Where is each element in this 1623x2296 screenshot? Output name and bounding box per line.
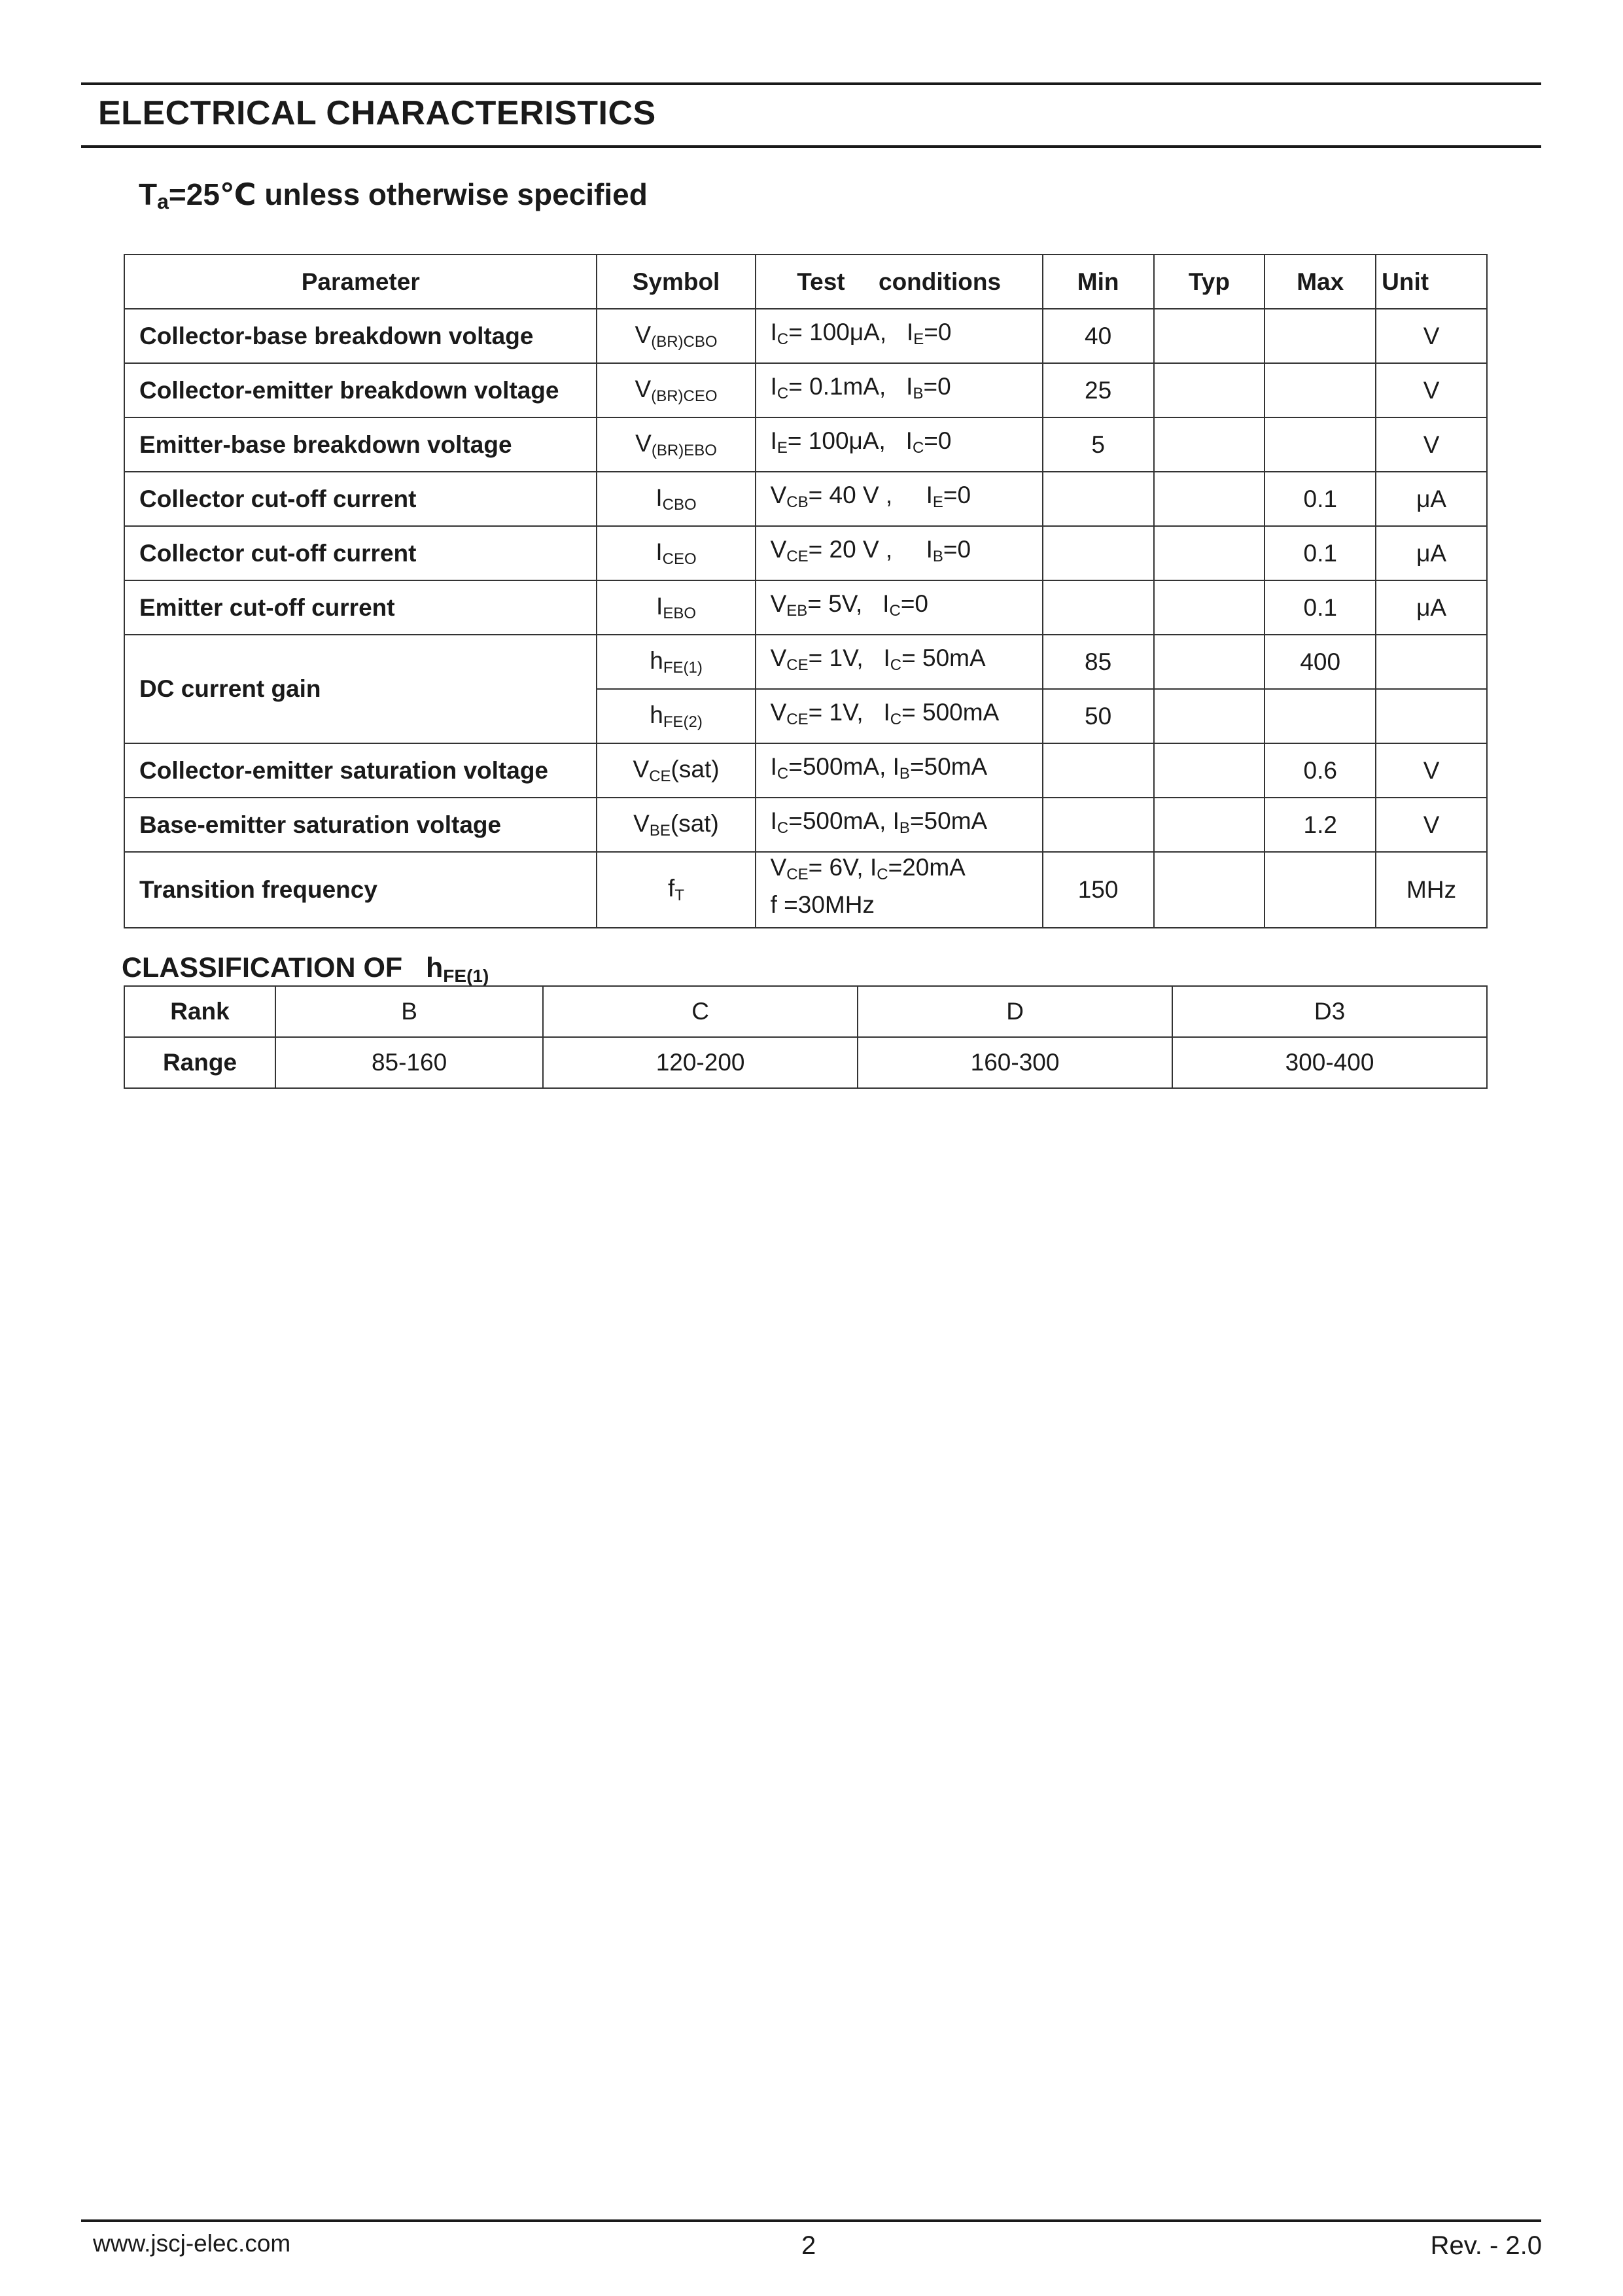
condition-sub: CE <box>786 548 809 565</box>
max-cell: 1.2 <box>1265 798 1376 852</box>
condition-text: =0 <box>943 482 971 508</box>
max-cell <box>1265 363 1376 417</box>
condition-sub: C <box>777 330 789 348</box>
table-body <box>124 309 1487 928</box>
range-cell: 85-160 <box>275 1037 543 1088</box>
parameter-cell: Emitter-base breakdown voltage <box>124 417 597 472</box>
table-row <box>124 309 1487 363</box>
electrical-characteristics-table <box>124 254 1488 928</box>
conditions-cell <box>756 309 1043 363</box>
symbol-cell <box>597 526 755 580</box>
condition-line <box>771 643 1042 680</box>
range-cell: 120-200 <box>543 1037 858 1088</box>
condition-line <box>771 589 1042 626</box>
condition-sub: CE <box>786 656 809 674</box>
max-cell <box>1265 417 1376 472</box>
symbol-main: V <box>635 321 652 348</box>
symbol-main: I <box>655 484 663 511</box>
parameter-cell: DC current gain <box>124 635 597 743</box>
unit-cell: μA <box>1376 472 1487 526</box>
symbol-sub: CEO <box>662 550 697 568</box>
condition-text: =50mA <box>909 807 988 834</box>
rank-cell: B <box>275 986 543 1037</box>
unit-cell: μA <box>1376 580 1487 635</box>
condition-line <box>771 890 1042 927</box>
condition-text: = 100μA, I <box>788 319 914 345</box>
condition-text: V <box>770 536 787 563</box>
unit-cell <box>1376 635 1487 689</box>
max-cell <box>1265 852 1376 928</box>
condition-sub: C <box>877 866 888 883</box>
condition-sub: C <box>912 439 924 457</box>
max-cell: 0.1 <box>1265 580 1376 635</box>
symbol-sub: EBO <box>663 604 697 622</box>
header-test-conditions: Test conditions <box>756 255 1043 309</box>
condition-text: = 500mA <box>901 699 1000 726</box>
condition-line <box>771 853 1042 890</box>
conditions-cell <box>756 743 1043 798</box>
condition-sub: C <box>777 765 789 783</box>
header-typ: Typ <box>1154 255 1265 309</box>
parameter-cell: Collector-base breakdown voltage <box>124 309 597 363</box>
condition-text: =0 <box>923 373 951 400</box>
parameter-cell: Collector-emitter breakdown voltage <box>124 363 597 417</box>
table-row <box>124 798 1487 852</box>
classification-title <box>122 952 489 987</box>
condition-text: = 1V, I <box>808 699 890 726</box>
condition-line <box>771 698 1042 735</box>
symbol-cell <box>597 852 755 928</box>
condition-rest: =25℃ unless otherwise specified <box>168 177 648 211</box>
max-cell <box>1265 689 1376 743</box>
unit-cell: V <box>1376 417 1487 472</box>
table-row <box>124 635 1487 689</box>
symbol-sub: BE <box>649 821 671 839</box>
symbol-sub: (BR)CEO <box>651 387 718 405</box>
condition-sub: C <box>777 819 789 837</box>
symbol-main: V <box>633 755 650 783</box>
conditions-cell <box>756 689 1043 743</box>
max-cell: 0.1 <box>1265 472 1376 526</box>
condition-text: =0 <box>943 536 971 563</box>
condition-text: =500mA, I <box>788 807 899 834</box>
conditions-cell <box>756 580 1043 635</box>
typ-cell <box>1154 580 1265 635</box>
classification-title-sub: FE(1) <box>443 966 489 986</box>
min-cell <box>1043 743 1154 798</box>
symbol-sub: FE(1) <box>663 658 703 677</box>
table-row <box>124 852 1487 928</box>
unit-cell: V <box>1376 363 1487 417</box>
condition-sub: E <box>913 330 924 348</box>
typ-cell <box>1154 363 1265 417</box>
condition-text: = 40 V , I <box>808 482 933 508</box>
unit-cell <box>1376 689 1487 743</box>
min-cell <box>1043 472 1154 526</box>
typ-cell <box>1154 526 1265 580</box>
table-row <box>124 417 1487 472</box>
condition-text: V <box>770 590 787 617</box>
max-cell <box>1265 309 1376 363</box>
symbol-main: h <box>650 646 663 674</box>
condition-sub: C <box>889 602 901 620</box>
min-cell: 150 <box>1043 852 1154 928</box>
condition-line <box>771 480 1042 518</box>
condition-line <box>771 752 1042 789</box>
header-symbol: Symbol <box>597 255 755 309</box>
range-cell: 160-300 <box>858 1037 1172 1088</box>
unit-cell: V <box>1376 743 1487 798</box>
classification-table <box>124 985 1488 1089</box>
condition-sub: C <box>890 711 902 728</box>
condition-text: =20mA <box>888 854 966 881</box>
conditions-cell <box>756 472 1043 526</box>
condition-text: =500mA, I <box>788 753 899 780</box>
symbol-suffix: (sat) <box>671 755 720 783</box>
typ-cell <box>1154 472 1265 526</box>
symbol-cell <box>597 417 755 472</box>
symbol-cell <box>597 798 755 852</box>
symbol-cell <box>597 689 755 743</box>
symbol-cell <box>597 472 755 526</box>
temperature-condition <box>139 177 648 214</box>
typ-cell <box>1154 743 1265 798</box>
symbol-cell <box>597 743 755 798</box>
symbol-sub: CBO <box>662 495 697 514</box>
rank-cell: C <box>543 986 858 1037</box>
condition-text: = 5V, I <box>807 590 890 617</box>
condition-line <box>771 372 1042 409</box>
page-number: 2 <box>801 2231 816 2260</box>
condition-text: V <box>770 699 787 726</box>
unit-cell: MHz <box>1376 852 1487 928</box>
min-cell <box>1043 798 1154 852</box>
conditions-cell <box>756 798 1043 852</box>
rank-label: Rank <box>124 986 275 1037</box>
parameter-cell: Collector cut-off current <box>124 472 597 526</box>
condition-text: = 20 V , I <box>808 536 933 563</box>
conditions-cell <box>756 363 1043 417</box>
table-row <box>124 580 1487 635</box>
min-cell: 40 <box>1043 309 1154 363</box>
condition-line <box>771 317 1042 355</box>
condition-text: =50mA <box>909 753 988 780</box>
condition-text: V <box>770 645 787 671</box>
table-row <box>124 363 1487 417</box>
condition-t: T <box>139 177 158 211</box>
symbol-main: V <box>635 375 652 402</box>
symbol-sub: (BR)CBO <box>651 332 718 351</box>
condition-line <box>771 806 1042 843</box>
classification-title-text: CLASSIFICATION OF h <box>122 952 444 983</box>
title-underline <box>81 145 1541 148</box>
max-cell: 0.6 <box>1265 743 1376 798</box>
conditions-cell <box>756 852 1043 928</box>
footer-url[interactable]: www.jscj-elec.com <box>93 2230 291 2257</box>
symbol-sub: CE <box>649 767 671 785</box>
typ-cell <box>1154 852 1265 928</box>
unit-cell: μA <box>1376 526 1487 580</box>
symbol-main: I <box>656 592 663 620</box>
condition-sub: CE <box>786 866 809 883</box>
symbol-main: V <box>633 809 650 837</box>
condition-sub: C <box>777 385 789 402</box>
condition-text: V <box>770 482 787 508</box>
range-row <box>124 1037 1487 1088</box>
min-cell: 85 <box>1043 635 1154 689</box>
min-cell: 25 <box>1043 363 1154 417</box>
header-min: Min <box>1043 255 1154 309</box>
min-cell: 5 <box>1043 417 1154 472</box>
footer-rule <box>81 2219 1541 2222</box>
typ-cell <box>1154 417 1265 472</box>
symbol-sub: T <box>674 887 684 904</box>
condition-sub: B <box>913 385 924 402</box>
typ-cell <box>1154 635 1265 689</box>
condition-text: I <box>770 319 777 345</box>
max-cell: 400 <box>1265 635 1376 689</box>
typ-cell <box>1154 309 1265 363</box>
symbol-cell <box>597 635 755 689</box>
max-cell: 0.1 <box>1265 526 1376 580</box>
header-parameter: Parameter <box>124 255 597 309</box>
table-row <box>124 743 1487 798</box>
condition-sub: a <box>157 190 169 213</box>
conditions-cell <box>756 526 1043 580</box>
condition-text: V <box>770 854 787 881</box>
symbol-main: I <box>655 538 663 565</box>
table-row <box>124 472 1487 526</box>
typ-cell <box>1154 689 1265 743</box>
symbol-sub: FE(2) <box>663 713 703 731</box>
symbol-cell <box>597 363 755 417</box>
parameter-cell: Collector-emitter saturation voltage <box>124 743 597 798</box>
min-cell <box>1043 526 1154 580</box>
header-max: Max <box>1265 255 1376 309</box>
condition-sub: B <box>899 765 910 783</box>
rank-cell: D3 <box>1172 986 1487 1037</box>
condition-text: = 50mA <box>901 645 986 671</box>
min-cell: 50 <box>1043 689 1154 743</box>
condition-sub: E <box>932 493 943 511</box>
min-cell <box>1043 580 1154 635</box>
symbol-cell <box>597 309 755 363</box>
condition-text: =0 <box>900 590 928 617</box>
condition-sub: C <box>890 656 902 674</box>
conditions-cell <box>756 417 1043 472</box>
top-rule <box>81 82 1541 85</box>
unit-cell: V <box>1376 309 1487 363</box>
parameter-cell: Emitter cut-off current <box>124 580 597 635</box>
range-label: Range <box>124 1037 275 1088</box>
range-cell: 300-400 <box>1172 1037 1487 1088</box>
table-row <box>124 526 1487 580</box>
condition-text: = 6V, I <box>808 854 877 881</box>
condition-text: = 0.1mA, I <box>788 373 913 400</box>
condition-text: = 100μA, I <box>787 427 913 454</box>
condition-sub: B <box>932 548 943 565</box>
condition-text: =0 <box>924 427 952 454</box>
condition-text: I <box>770 427 777 454</box>
condition-text: I <box>770 373 777 400</box>
condition-text: = 1V, I <box>808 645 890 671</box>
rank-row <box>124 986 1487 1037</box>
condition-text: f =30MHz <box>770 891 875 918</box>
symbol-cell <box>597 580 755 635</box>
revision: Rev. - 2.0 <box>1430 2231 1542 2260</box>
condition-sub: E <box>777 439 788 457</box>
symbol-suffix: (sat) <box>670 809 719 837</box>
parameter-cell: Collector cut-off current <box>124 526 597 580</box>
symbol-main: f <box>668 875 675 902</box>
condition-sub: EB <box>786 602 808 620</box>
symbol-main: h <box>650 701 663 728</box>
condition-text: I <box>770 753 777 780</box>
condition-sub: B <box>899 819 910 837</box>
conditions-cell <box>756 635 1043 689</box>
condition-sub: CE <box>786 711 809 728</box>
typ-cell <box>1154 798 1265 852</box>
condition-text: =0 <box>924 319 952 345</box>
table-header-row <box>124 255 1487 309</box>
parameter-cell: Transition frequency <box>124 852 597 928</box>
unit-cell: V <box>1376 798 1487 852</box>
symbol-sub: (BR)EBO <box>651 441 717 459</box>
section-title: ELECTRICAL CHARACTERISTICS <box>98 94 656 132</box>
condition-line <box>771 426 1042 463</box>
condition-sub: CB <box>786 493 809 511</box>
condition-line <box>771 535 1042 572</box>
parameter-cell: Base-emitter saturation voltage <box>124 798 597 852</box>
condition-text: I <box>770 807 777 834</box>
symbol-main: V <box>635 429 652 457</box>
rank-cell: D <box>858 986 1172 1037</box>
header-unit: Unit <box>1376 255 1487 309</box>
